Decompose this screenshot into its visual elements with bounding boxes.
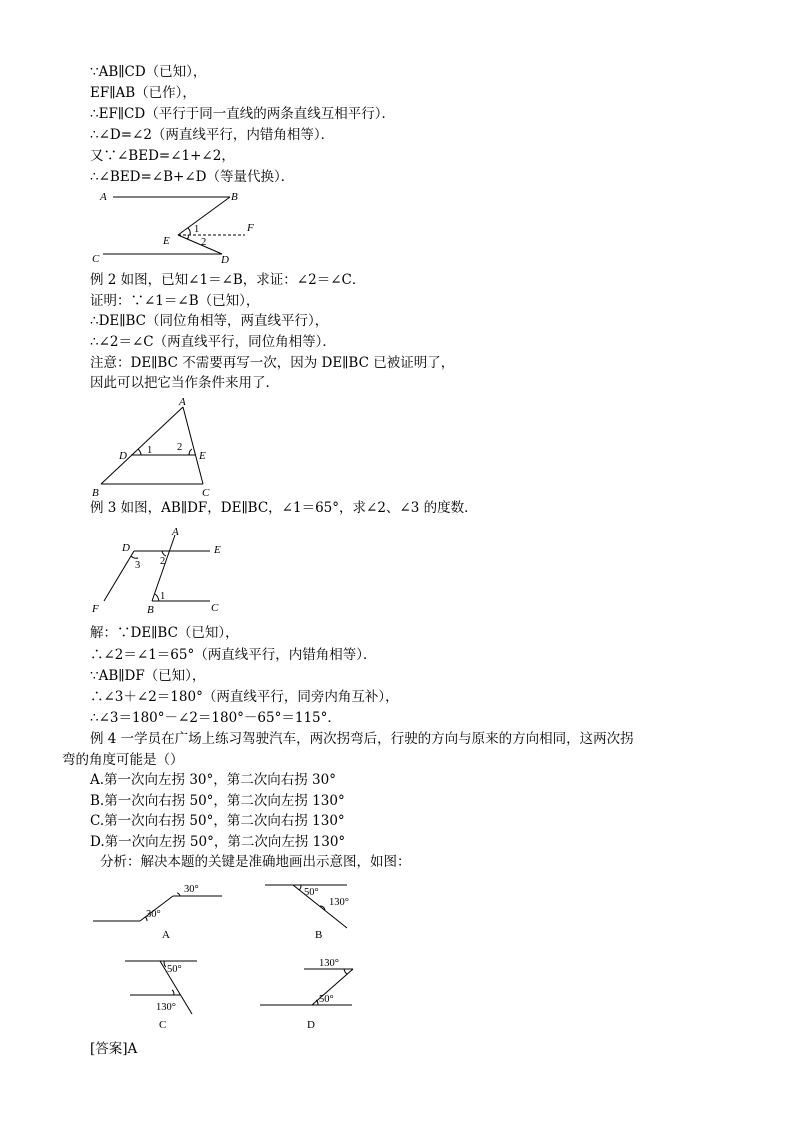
text-line: D.第一次向左拐 50°，第二次向左拐 130° [90,834,346,850]
diagram-a-bottom-arc [145,917,147,921]
label-a: A [100,191,107,203]
diagram-a-caption: A [162,929,170,941]
label-d: D [221,254,229,266]
angle-2-label: 2 [201,237,207,248]
line-df [104,551,134,601]
text-line: ∴∠D=∠2（两直线平行，内错角相等）． [90,127,335,143]
label-c: C [211,602,219,614]
diagram-d-top-angle: 130° [319,958,339,969]
diagram-d-caption: D [307,1019,315,1031]
angle-1-label: 1 [194,224,200,235]
angle-2-label: 2 [160,556,166,567]
angle-3-arc [131,556,138,558]
angle-1-arc [138,449,141,455]
label-f: F [92,603,99,615]
text-line: ∴DE∥BC（同位角相等，两直线平行）， [90,313,329,329]
text-line: ∴∠3＝180°－∠2＝180°－65°＝115°． [90,710,341,726]
diagram-c-top-angle: 50° [167,964,182,975]
angle-1-label: 1 [147,445,153,456]
label-a: A [172,526,179,538]
angle-1-arc [188,228,190,235]
label-d: D [122,542,130,554]
diagram-c-bottom-angle: 130° [156,1002,176,1013]
angle-1-arc [155,594,159,601]
text-line: B.第一次向右拐 50°，第二次向左拐 130° [90,793,345,809]
text-line: 因此可以把它当作条件来用了． [90,375,279,391]
line-ac [183,407,203,484]
text-line: 例 3 如图，AB∥DF，DE∥BC，∠1＝65°，求∠2、∠3 的度数． [90,500,478,516]
label-b: B [92,487,99,499]
diagram-c-slant [160,961,192,1014]
text-line: 证明：∵∠1＝∠B（已知）， [90,293,260,309]
label-e: E [214,544,221,556]
diagram-b-slant [293,885,347,928]
diagram-b-bottom-angle: 130° [329,897,349,908]
diagram-c-top-arc [164,961,166,967]
text-line: ∵AB∥DF（已知）， [90,668,206,684]
line-ed [178,235,222,254]
label-f: F [247,222,254,234]
diagram-c-bottom-arc [172,990,174,995]
diagram-a-bottom-angle: 30° [146,909,161,920]
angle-3-label: 3 [135,560,141,571]
diagram-d-slant [312,969,353,1005]
text-line: ∴∠2＝∠1＝65°（两直线平行，内错角相等）． [90,647,377,663]
text-line: A.第一次向左拐 30°，第二次向右拐 30° [90,772,336,788]
diagram-a-top-angle: 30° [184,884,199,895]
diagram-b-bottom-arc [320,906,325,910]
answer-line: [答案]A [90,1041,138,1057]
text-line: 例 2 如图，已知∠1＝∠B，求证：∠2＝∠C． [90,272,366,288]
label-c: C [202,487,210,499]
label-c: C [92,253,100,265]
diagram-b-caption: B [315,929,323,941]
angle-2-arc [189,449,192,455]
line-ab [152,535,175,601]
text-line: 注意：DE∥BC 不需要再写一次，因为 DE∥BC 已被证明了， [90,355,455,371]
diagram-d-bottom-arc [316,1000,318,1005]
text-line: ∴∠BED=∠B+∠D（等量代换）． [90,169,295,185]
diagram-a-top-arc [177,893,180,896]
label-b: B [147,604,154,616]
text-line: ∴∠2＝∠C（两直线平行，同位角相等）． [90,334,336,350]
text-line: ∴∠3＋∠2＝180°（两直线平行，同旁内角互补）， [90,689,399,705]
text-line: C.第一次向右拐 50°，第二次向右拐 130° [90,813,345,829]
diagram-a-slant [140,896,173,921]
text-line: 分析：解决本题的关键是准确地画出示意图，如图： [100,854,411,870]
angle-2-label: 2 [177,442,183,453]
line-ab [101,407,183,484]
diagram-c-caption: C [159,1019,167,1031]
text-line: ∵AB∥CD（已知）， [90,64,207,80]
angle-2-arc [162,551,166,556]
label-b: B [231,191,238,203]
text-line: EF∥AB（已作）， [90,85,196,101]
text-line: 弯的角度可能是（） [62,752,184,768]
text-line: 例 4 一学员在广场上练习驾驶汽车，两次拐弯后，行驶的方向与原来的方向相同，这两次拐 [90,731,634,747]
angle-1-label: 1 [160,591,166,602]
text-line: ∴EF∥CD（平行于同一直线的两条直线互相平行）． [90,106,395,122]
label-a: A [179,396,186,408]
label-e: E [199,450,206,462]
line-be [178,197,230,235]
angle-2-arc [187,235,188,239]
label-d: D [119,450,127,462]
diagram-d-top-arc [344,969,347,974]
diagram-b-top-arc [299,885,301,890]
diagram-d-bottom-angle: 50° [319,994,334,1005]
diagram-b-top-angle: 50° [304,887,319,898]
label-e: E [163,235,170,247]
text-line: 解：∵DE∥BC（已知）， [90,625,239,641]
text-line: 又∵∠BED=∠1+∠2， [90,148,235,164]
